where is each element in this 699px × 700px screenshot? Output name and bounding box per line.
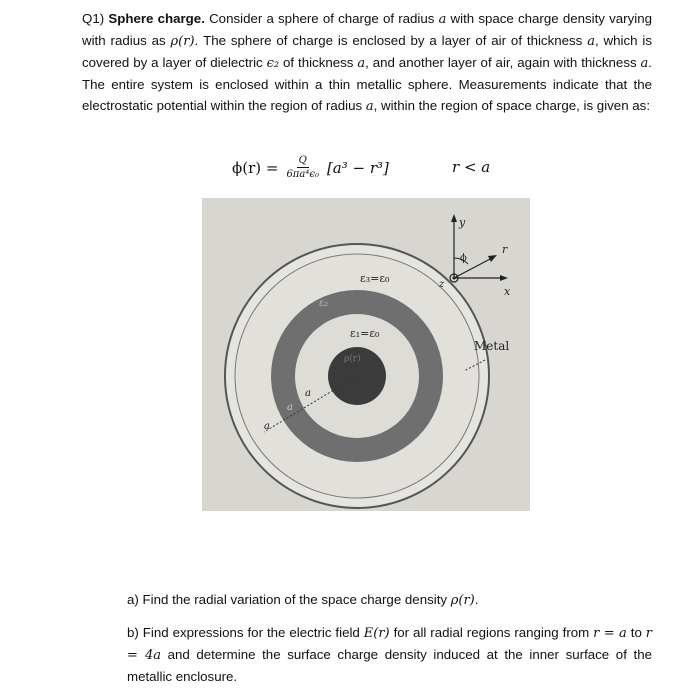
question-a [127, 589, 652, 611]
question-b-suffix: and determine the surface charge density induced at the inner surface of the metallic enclosure. [127, 647, 652, 684]
symbol-rho: ρ(r) [170, 34, 195, 49]
question-b-text: for all radial regions ranging from [389, 625, 594, 640]
symbol-a: a [365, 99, 374, 114]
statement-text: , within the region of space charge, is given as: [373, 98, 651, 113]
label-y: y [459, 216, 466, 229]
symbol-a: a [640, 56, 649, 71]
statement-text: Consider a sphere of charge of radius [204, 11, 439, 26]
equation-bracket: [a³ − r³] [326, 159, 389, 177]
potential-equation [232, 148, 389, 188]
question-b [127, 622, 652, 687]
statement-text: . The sphere of charge is enclosed by a layer of air of thickness [194, 33, 588, 48]
question-a-text: a) Find the radial variation of the space charge density [127, 592, 451, 607]
statement-text: with space charge density varying with radius as [82, 11, 652, 48]
problem-label: Q1) [82, 11, 105, 26]
statement-text: . The entire system is enclosed within a thin metallic sphere. Measurements indicate that the electrostatic potential within the region of radius [82, 55, 652, 113]
statement-text: , and another layer of air, again with thickness [365, 55, 641, 70]
symbol-E: E(r) [363, 626, 390, 641]
sphere-figure [202, 198, 530, 511]
label-eps1: ε₁=ε₀ [350, 327, 380, 340]
label-metal: Metal [474, 339, 510, 353]
label-a-outer: a [264, 421, 270, 432]
equation-lhs: ϕ(r) = [232, 159, 279, 177]
label-eps3: ε₃=ε₀ [360, 272, 390, 285]
symbol-eps2: ϵ₂ [266, 56, 280, 71]
label-a-inner: a [305, 388, 311, 399]
equation-condition: r < a [452, 158, 491, 176]
symbol-a: a [438, 12, 447, 27]
label-a-middle: a [287, 402, 293, 413]
label-z: z [439, 279, 445, 290]
question-b-text: b) Find expressions for the electric field [127, 625, 364, 640]
label-eps2: ε₂ [319, 298, 329, 309]
problem-statement [82, 8, 652, 117]
statement-text: , which is covered by a layer of dielectric [82, 33, 652, 70]
label-rho: ρ(r) [344, 354, 361, 364]
symbol-a: a [587, 34, 595, 49]
problem-title: Sphere charge. [108, 11, 205, 26]
statement-text: of thickness [279, 55, 358, 70]
label-r: r [502, 243, 508, 256]
question-b-text: to [626, 625, 646, 640]
symbol-r-to: r = 4a [127, 626, 653, 663]
label-phi: ϕ [460, 253, 467, 264]
equation-denominator: 6πa⁴ϵ₀ [286, 169, 319, 180]
symbol-rho: ρ(r) [450, 593, 475, 608]
equation-fraction [284, 155, 321, 181]
label-x: x [504, 285, 511, 298]
symbol-r-from: r = a [593, 626, 627, 641]
symbol-a: a [357, 56, 366, 71]
equation-numerator: Q [298, 155, 307, 166]
question-a-suffix: . [474, 592, 479, 607]
